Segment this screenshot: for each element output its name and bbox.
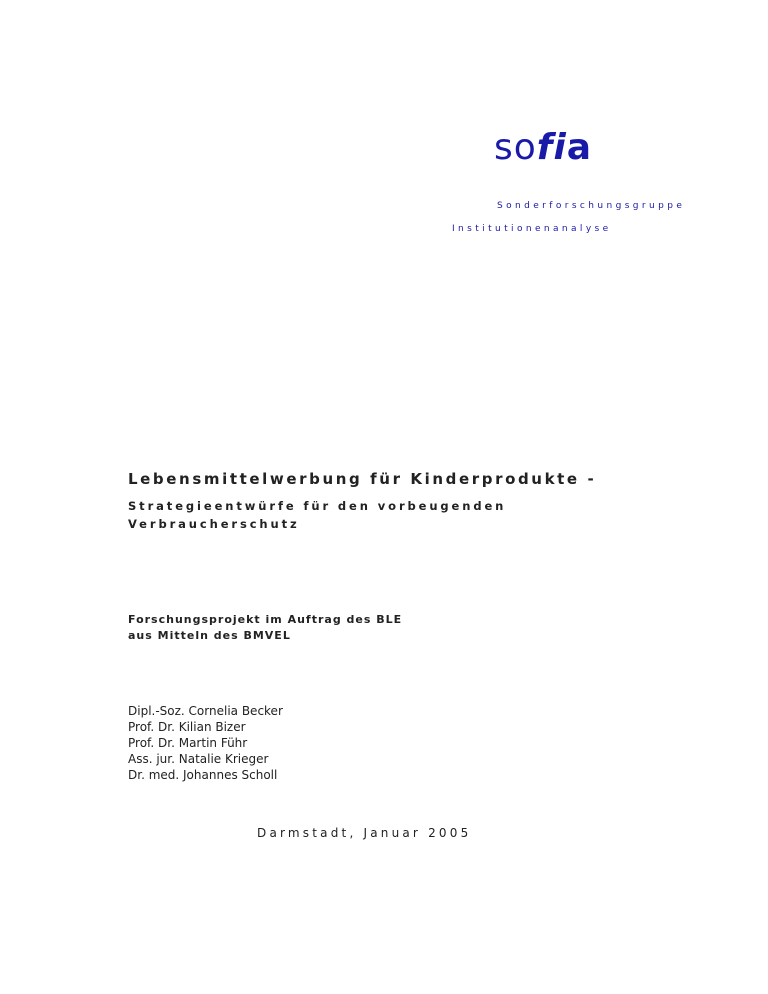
author-name: Prof. Dr. Kilian Bizer [128,720,246,734]
author-name: Dr. med. Johannes Scholl [128,768,278,782]
author-name: Prof. Dr. Martin Führ [128,736,248,750]
author-list [128,703,283,783]
project-line-1: Forschungsprojekt im Auftrag des BLE [128,613,403,626]
project-line-2: aus Mitteln des BMVEL [128,629,291,642]
logo-text-so: so [494,127,537,168]
author-name: Ass. jur. Natalie Krieger [128,752,269,766]
subtitle-line-2: Verbraucherschutz [128,517,300,531]
subtitle-line-1: Strategieentwürfe für den vorbeugenden [128,499,507,513]
sofia-logo [494,126,592,170]
organization-line-2: Institutionenanalyse [452,224,612,234]
logo-text-fi: fi [536,127,567,168]
author-name: Dipl.-Soz. Cornelia Becker [128,704,283,718]
logo-text-a: a [566,127,593,168]
document-subtitle [128,497,506,533]
project-description [128,612,402,644]
organization-line-1: Sonderforschungsgruppe [497,201,686,211]
place-and-date: Darmstadt, Januar 2005 [257,826,472,840]
document-title: Lebensmittelwerbung für Kinderprodukte - [128,470,597,488]
